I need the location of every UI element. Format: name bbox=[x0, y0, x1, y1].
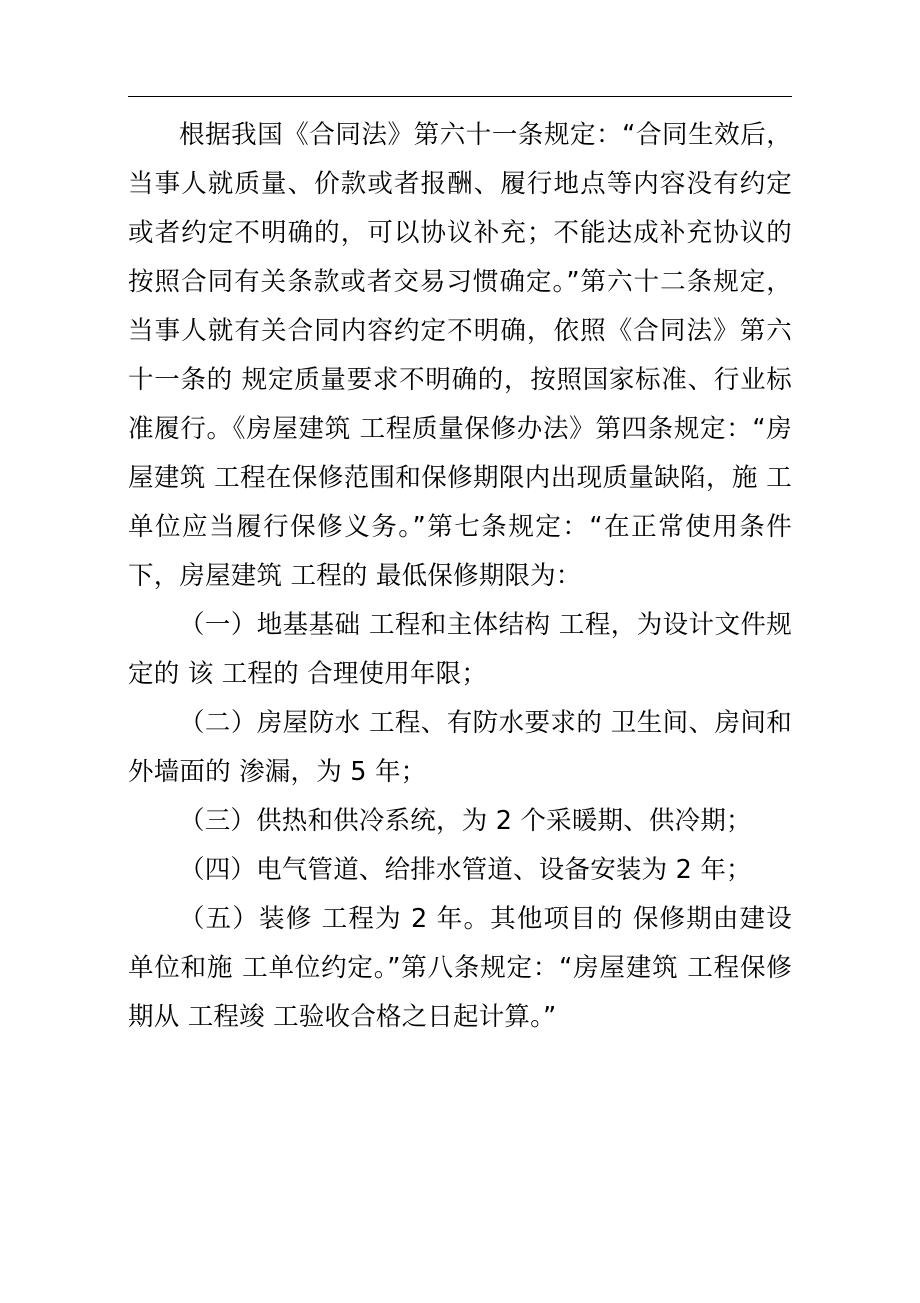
paragraph-4: （三）供热和供冷系统，为 2 个采暖期、供冷期； bbox=[179, 806, 752, 836]
paragraph-6: （五）装修 工程为 2 年。其他项目的 保修期由建设单位和施 工单位约定。”第八条规定：“房屋建筑 工程保修期从 工程竣 工验收合格之日起计算。” bbox=[128, 904, 792, 1032]
paragraph-1: 根据我国《合同法》第六十一条规定：“合同生效后，当事人就质量、价款或者报酬、履行地点等内容没有约定或者约定不明确的，可以协议补充；不能达成补充协议的 按照合同有关条款或者交易习惯确定。”第六十二条规定，当事人就有关合同内容约定不明确，依照《合同法》第六十一条的 规定质量要求不明确的，按照国家标准、行业标准履行。《房屋建筑 工程质量保修办法》第四条规定：“房屋建筑 工程在保修范围和保修期限内出现质量缺陷，施 工单位应当履行保修义务。”第七条规定：“在正常使用条件下，房屋建筑 工程的 最低保修期限为： bbox=[128, 120, 792, 591]
paragraph-2: （一）地基基础 工程和主体结构 工程，为设计文件规定的 该 工程的 合理使用年限； bbox=[128, 610, 792, 689]
paragraph-3: （二）房屋防水 工程、有防水要求的 卫生间、房间和外墙面的 渗漏，为 5 年； bbox=[128, 708, 792, 787]
document-body bbox=[128, 111, 792, 1042]
header-divider bbox=[128, 96, 792, 97]
document-content bbox=[128, 96, 792, 1042]
paragraph-5: （四）电气管道、给排水管道、设备安装为 2 年； bbox=[179, 855, 752, 885]
